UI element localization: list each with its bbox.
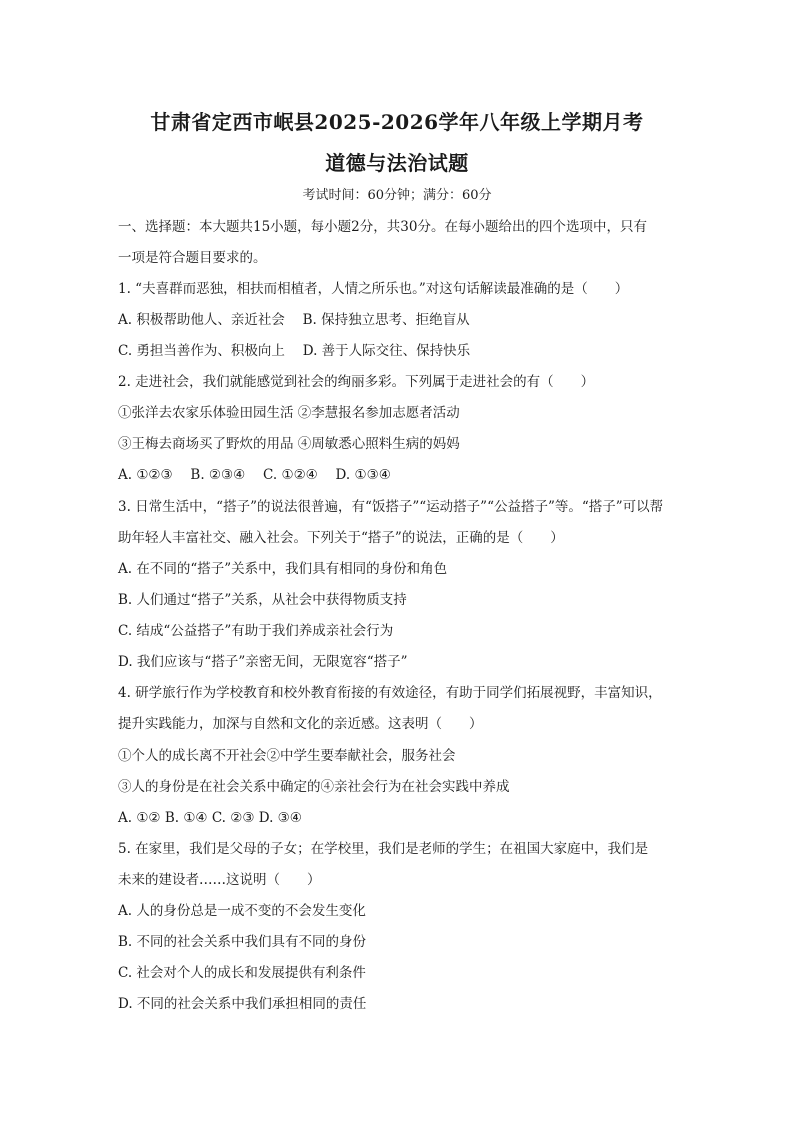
section-intro-line2: 一项是符合题目要求的。 <box>118 250 267 266</box>
question-1-stem: 1. “夫喜群而恶独，相扶而相植者，人情之所乐也。”对这句话解读最准确的是（ ） <box>118 281 629 297</box>
question-5-option-d: D. 不同的社会关系中我们承担相同的责任 <box>118 996 367 1012</box>
section-intro-line1: 一、选择题：本大题共15小题，每小题2分，共30分。在每小题给出的四个选项中，只有 <box>118 219 647 235</box>
question-4-item-line1: ①个人的成长离不开社会②中学生要奉献社会，服务社会 <box>118 748 456 764</box>
exam-info: 考试时间：60分钟；满分：60分 <box>302 188 492 203</box>
question-1-options-cd: C. 勇担当善作为、积极向上 D. 善于人际交往、保持快乐 <box>118 343 471 359</box>
question-4-stem-line1: 4. 研学旅行作为学校教育和校外教育衔接的有效途径，有助于同学们拓展视野，丰富知识， <box>118 685 662 701</box>
question-1-options-ab: A. 积极帮助他人、亲近社会 B. 保持独立思考、拒绝盲从 <box>118 312 470 328</box>
question-3-stem-line2: 助年轻人丰富社交、融入社会。下列关于“搭子”的说法，正确的是（ ） <box>118 530 564 546</box>
question-5-stem-line2: 未来的建设者……这说明（ ） <box>118 872 321 888</box>
question-5-stem-line1: 5. 在家里，我们是父母的子女；在学校里，我们是老师的学生；在祖国大家庭中，我们是 <box>118 841 649 857</box>
question-5-option-a: A. 人的身份总是一成不变的不会发生变化 <box>118 903 366 919</box>
question-3-option-a: A. 在不同的“搭子”关系中，我们具有相同的身份和角色 <box>118 561 448 577</box>
question-3-stem-line1: 3. 日常生活中，“搭子”的说法很普遍，有“饭搭子”“运动搭子”“公益搭子”等。“搭子”可以帮 <box>118 499 664 515</box>
question-2-options: A. ①②③ B. ②③④ C. ①②④ D. ①③④ <box>118 467 391 483</box>
question-4-item-line2: ③人的身份是在社会关系中确定的④亲社会行为在社会实践中养成 <box>118 779 510 795</box>
question-2-item-line1: ①张洋去农家乐体验田园生活 ②李慧报名参加志愿者活动 <box>118 405 460 421</box>
question-2-stem: 2. 走进社会，我们就能感觉到社会的绚丽多彩。下列属于走进社会的有（ ） <box>118 374 595 390</box>
question-3-option-c: C. 结成“公益搭子”有助于我们养成亲社会行为 <box>118 623 394 639</box>
question-5-option-b: B. 不同的社会关系中我们具有不同的身份 <box>118 934 367 950</box>
question-4-stem-line2: 提升实践能力，加深与自然和文化的亲近感。这表明（ ） <box>118 716 483 732</box>
exam-title-line2: 道德与法治试题 <box>325 151 469 175</box>
question-2-item-line2: ③王梅去商场买了野炊的用品 ④周敏悉心照料生病的妈妈 <box>118 436 460 452</box>
question-3-option-d: D. 我们应该与“搭子”亲密无间，无限宽容“搭子” <box>118 654 408 670</box>
exam-title-line1: 甘肃省定西市岷县2025-2026学年八年级上学期月考 <box>150 110 644 134</box>
question-3-option-b: B. 人们通过“搭子”关系，从社会中获得物质支持 <box>118 592 407 608</box>
question-4-options: A. ①② B. ①④ C. ②③ D. ③④ <box>118 810 302 826</box>
question-5-option-c: C. 社会对个人的成长和发展提供有利条件 <box>118 965 366 981</box>
